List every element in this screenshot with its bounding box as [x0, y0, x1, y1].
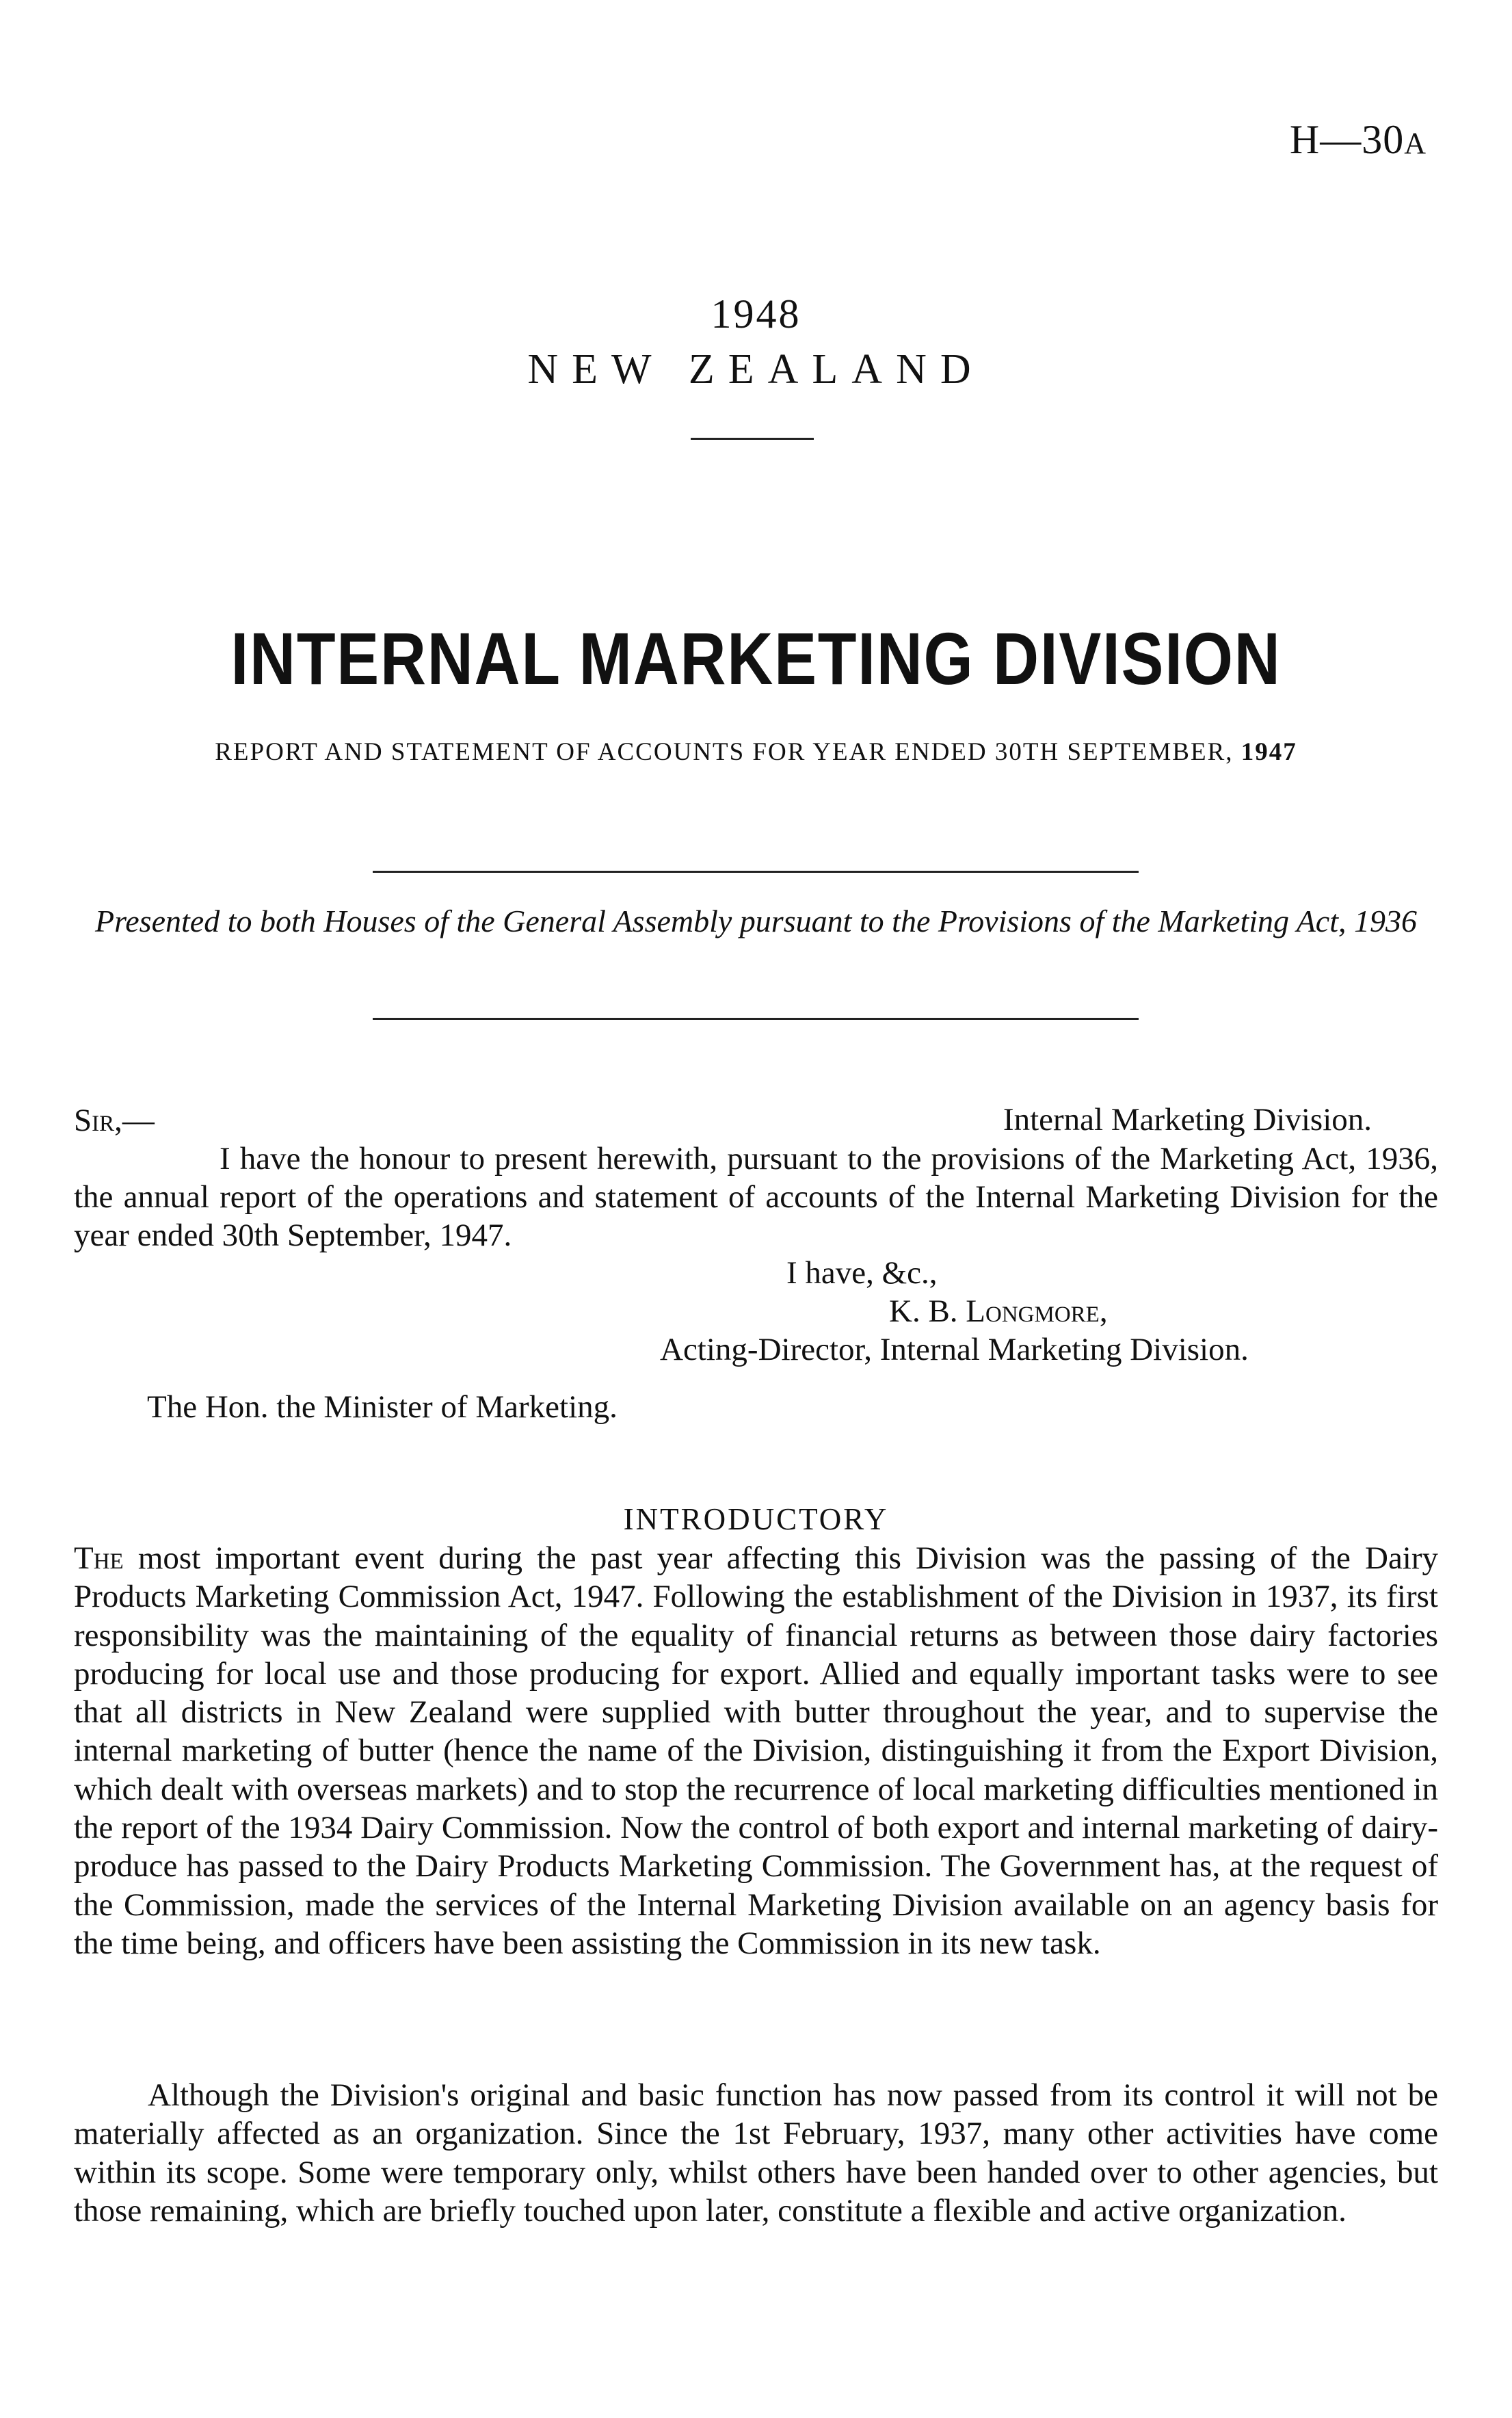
letter-body: I have the honour to present herewith, pursuant to the provisions of the Marketing Act, 1936, the annual report of the operations and statement of accounts of the Internal Marketing Division for the year ended 30th September, 1947. — [74, 1141, 1438, 1253]
divider-short — [691, 438, 814, 440]
paragraph-1-lead: The — [74, 1540, 124, 1576]
letter-salutation: Sir,— — [74, 1103, 155, 1138]
paragraph-1 — [74, 1539, 1438, 1962]
document-subtitle — [74, 737, 1438, 767]
paragraph-1-text: most important event during the past year affecting this Division was the passing of the Dairy Products Marketing Commission Act, 1947. Following the establishment of the Division in 1937, its first responsibility was the maintaining of the equality of financial returns as between those dairy factories producing for local use and those producing for export. Allied and equally important tasks were to see that all districts in New Zealand were supplied with butter throughout the year, and to supervise the internal marketing of butter (hence the name of the Division, distinguishing it from the Export Division, which dealt with overseas markets) and to stop the recurrence of local marketing difficulties mentioned in the report of the 1934 Dairy Commission. Now the control of both export and internal marketing of dairy-produce has passed to the Dairy Products Marketing Commission. The Government has, at the request of the Commission, made the services of the Internal Marketing Division available on an agency basis for the time being, and officers have been assisting the Commission in its new task. — [74, 1540, 1439, 1961]
document-title: INTERNAL MARKETING DIVISION — [230, 617, 1282, 700]
subtitle-text: REPORT AND STATEMENT OF ACCOUNTS FOR YEAR ENDED 30TH SEPTEMBER, — [215, 738, 1234, 766]
letter-address: Internal Marketing Division. — [1003, 1102, 1372, 1138]
document-reference — [1290, 116, 1427, 163]
letter-closing: I have, &c., — [786, 1255, 938, 1291]
divider-top — [373, 871, 1139, 873]
section-heading: INTRODUCTORY — [623, 1502, 889, 1536]
paragraph-2: Although the Division's original and basic function has now passed from its control it will not be materially affected as an organization. Since the 1st February, 1937, many other activities have come within its scope. Some were temporary only, whilst others have been handed over to other agencies, but those remaining, which are briefly touched upon later, constitute a flexible and active organization. — [74, 2077, 1438, 2229]
presentation-note: Presented to both Houses of the General Assembly pursuant to the Provisions of the Marketing Act, 1936 — [94, 904, 1418, 938]
publication-year: 1948 — [711, 291, 801, 337]
letter-signer: K. B. Longmore, — [889, 1293, 1108, 1329]
subtitle-year: 1947 — [1241, 738, 1297, 766]
letter-recipient: The Hon. the Minister of Marketing. — [147, 1389, 618, 1425]
divider-bottom — [373, 1018, 1139, 1020]
reference-main: H—30 — [1289, 117, 1405, 162]
letter-signer-role: Acting-Director, Internal Marketing Division. — [660, 1332, 1249, 1367]
reference-suffix: A — [1404, 127, 1427, 160]
country-name: NEW ZEALAND — [527, 346, 985, 393]
